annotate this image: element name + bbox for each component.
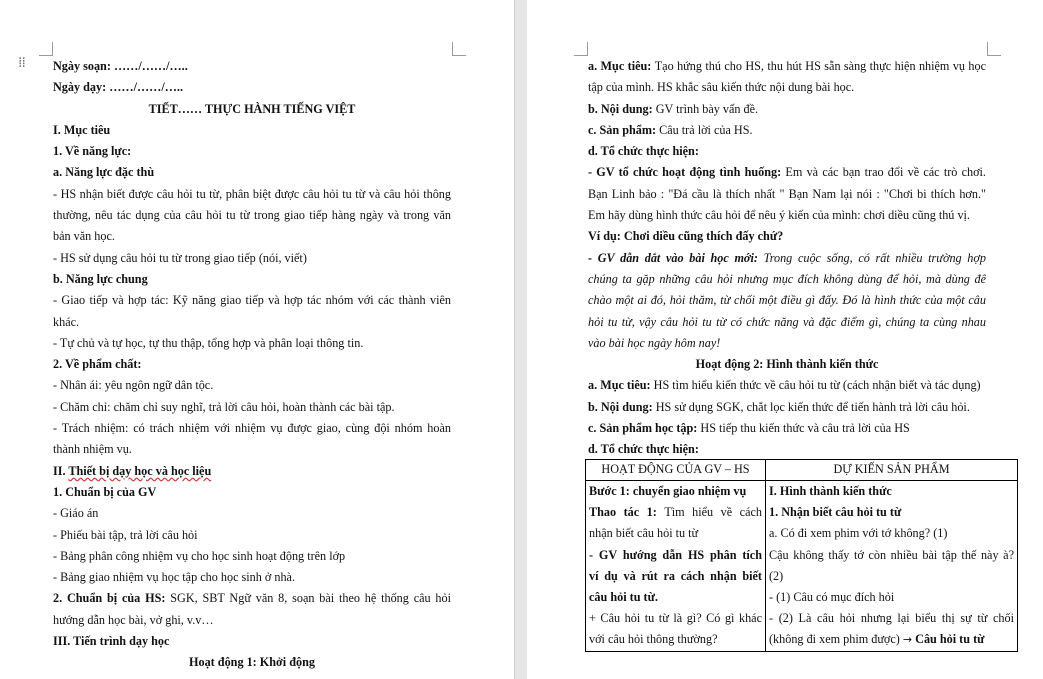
text-run: với câu hỏi thông thường?: [589, 632, 718, 647]
text-line: [588, 439, 986, 460]
text-line: [588, 397, 986, 418]
text-line: [588, 248, 986, 269]
arrow-symbol: →: [902, 633, 913, 647]
text-line: [588, 290, 986, 311]
text-run: d. Tổ chức thực hiện:: [588, 144, 699, 159]
text-line: [588, 205, 986, 226]
text-line: [53, 461, 451, 482]
text-run: a. Mục tiêu:: [588, 59, 655, 73]
text-run: 1. Về năng lực:: [53, 144, 132, 159]
text-line: [53, 588, 451, 609]
text-run: bản văn học.: [53, 229, 115, 244]
text-line: [589, 587, 762, 608]
text-run: Tìm hiểu về cách: [664, 505, 762, 520]
text-line: [53, 333, 451, 354]
text-run: SGK, SBT Ngữ văn 8, soạn bài theo hệ thống câu hỏi: [170, 591, 451, 606]
text-run: - Bảng phân công nhiệm vụ cho học sinh hoạt động trên lớp: [53, 548, 346, 563]
table-header-product: DỰ KIẾN SẢN PHẨM: [766, 460, 1018, 481]
text-line: [53, 397, 451, 418]
text-run: HS tiếp thu kiến thức và câu trả lời của HS: [700, 421, 910, 436]
margin-crop-mark: [39, 42, 53, 56]
text-line: [588, 354, 986, 375]
text-line: [53, 99, 451, 120]
text-line: [53, 77, 451, 98]
text-line: [589, 608, 762, 629]
text-run: I. Hình thành kiến thức: [769, 484, 892, 498]
table-header-activity: HOẠT ĐỘNG CỦA GV – HS: [586, 460, 766, 481]
text-run: b. Nội dung:: [588, 399, 656, 414]
text-run: - HS nhận biết được câu hỏi tu từ, phân biệt được câu hỏi tu từ và câu hỏi thông: [53, 186, 451, 201]
table-cell-activity: [586, 481, 766, 652]
text-run: TIẾT…… THỰC HÀNH TIẾNG VIỆT: [148, 101, 356, 116]
text-line: [769, 629, 1014, 650]
text-line: [588, 184, 986, 205]
text-line: [53, 226, 451, 247]
text-run: GV trình bày vấn đề.: [655, 101, 759, 116]
text-line: [53, 120, 451, 141]
text-line: [53, 184, 451, 205]
text-run: thành nhiệm vụ.: [53, 442, 132, 457]
text-run: thường, nêu tác dụng của câu hỏi tu từ trong giao tiếp hàng ngày và trong văn: [53, 208, 451, 223]
drag-handle-icon[interactable]: ⁞⁞: [18, 55, 25, 71]
margin-crop-mark: [987, 42, 1001, 56]
text-line: [769, 608, 1014, 629]
text-run: - Trách nhiệm: có trách nhiệm với nhiệm vụ được giao, cùng đội nhóm hoàn: [53, 421, 451, 436]
left-page-text: [53, 56, 451, 674]
text-run: - Nhân ái: yêu ngôn ngữ dân tộc.: [53, 378, 214, 393]
text-line: [588, 333, 986, 354]
text-run: Thiết bị dạy học và học liệu: [68, 463, 212, 478]
text-run: Bạn Linh bảo : "Đá cầu là thích nhất " Bạn Nam lại nói : "Chơi bi thích hơn.": [588, 186, 986, 201]
text-line: [588, 99, 986, 120]
text-line: [588, 418, 986, 439]
text-line: [53, 205, 451, 226]
text-line: [53, 162, 451, 183]
text-run: - GV hướng dẫn HS phân tích: [589, 547, 762, 562]
text-run: - GV tổ chức hoạt động tình huống:: [588, 165, 786, 180]
text-run: 1. Chuẩn bị của GV: [53, 484, 157, 499]
text-line: [769, 545, 1014, 566]
text-run: Câu trả lời của HS.: [659, 122, 753, 137]
text-run: Hoạt động 1: Khởi động: [189, 655, 315, 670]
document-page-right: [527, 0, 1043, 679]
text-run: vào bài học ngày hôm nay!: [588, 335, 721, 350]
text-run: - HS sử dụng câu hỏi tu từ trong giao tiếp (nói, viết): [53, 250, 307, 265]
text-run: Em hãy dùng hình thức câu hỏi để nêu ý kiến của mình: chơi diều cũng thú vị.: [588, 208, 970, 223]
table-header-row: [586, 460, 1018, 481]
table-row: [586, 481, 1018, 652]
text-line: [588, 77, 986, 98]
text-run: I. Mục tiêu: [53, 122, 111, 137]
text-line: [589, 566, 762, 587]
margin-crop-mark: [574, 42, 588, 56]
text-line: [53, 503, 451, 524]
text-line: [589, 502, 762, 523]
text-run: c. Sản phẩm học tập:: [588, 421, 701, 436]
text-line: [589, 545, 762, 566]
text-run: III. Tiến trình dạy học: [53, 634, 170, 649]
text-line: [53, 546, 451, 567]
text-run: (không đi xem phim được): [769, 632, 903, 647]
text-run: nhận biết câu hỏi tu từ: [589, 526, 699, 541]
text-line: [53, 375, 451, 396]
text-run: chào một ai đó, hỏi thăm, từ chối một điều gì đấy. Đó là hình thức của một câu: [588, 293, 986, 308]
text-run: câu hỏi tu từ.: [589, 589, 658, 604]
text-line: [588, 375, 986, 396]
text-line: [53, 610, 451, 631]
text-run: Thao tác 1:: [589, 505, 665, 520]
text-line: [769, 523, 1014, 544]
text-line: [53, 482, 451, 503]
text-line: [53, 141, 451, 162]
text-line: [53, 525, 451, 546]
text-run: - (2) Là câu hỏi nhưng lại biểu thị sự từ chối: [769, 611, 1014, 626]
text-line: [588, 56, 986, 77]
text-run: c. Sản phẩm:: [588, 122, 660, 137]
text-line: [53, 418, 451, 439]
text-run: - Chăm chỉ: chăm chỉ suy nghĩ, trả lời câu hỏi, hoàn thành các bài tập.: [53, 399, 395, 414]
text-line: [53, 312, 451, 333]
text-run: Bước 1: chuyển giao nhiệm vụ: [589, 484, 747, 498]
text-run: hỏi tu từ, vậy câu hỏi tu từ có chức năng và đặc điểm gì, chúng ta cùng nhau: [588, 314, 986, 329]
text-run: - Bảng giao nhiệm vụ học tập cho học sinh ở nhà.: [53, 570, 296, 585]
text-run: Ví dụ: Chơi diều cũng thích đấy chứ?: [588, 229, 784, 244]
text-line: [53, 631, 451, 652]
text-run: a. Năng lực đặc thù: [53, 165, 155, 180]
text-run: Em và các bạn trao đổi về các trò chơi.: [785, 165, 986, 180]
text-run: HS sử dụng SGK, chắt lọc kiến thức để tiến hành trả lời câu hỏi.: [655, 399, 970, 414]
text-line: [53, 290, 451, 311]
text-line: [589, 523, 762, 544]
text-line: [769, 502, 1014, 523]
text-run: + Câu hỏi tu từ là gì? Có gì khác: [589, 611, 762, 626]
text-run: Cậu không thấy tớ còn nhiều bài tập thế này à?: [769, 547, 1014, 562]
text-line: [53, 652, 451, 673]
text-line: [769, 587, 1014, 608]
document-page-left: [0, 0, 514, 679]
text-run: II.: [53, 463, 69, 478]
text-run: - GV dẫn dắt vào bài học mới:: [588, 250, 764, 265]
text-run: Tạo hứng thú cho HS, thu hút HS sẵn sàng thực hiện nhiệm vụ học: [654, 59, 986, 73]
text-line: [588, 312, 986, 333]
text-run: HS tìm hiểu kiến thức về câu hỏi tu từ (cách nhận biết và tác dụng): [653, 378, 981, 393]
right-page-text: [588, 56, 986, 461]
text-run: d. Tổ chức thực hiện:: [588, 442, 699, 457]
text-run: a. Có đi xem phim với tớ không? (1): [769, 526, 948, 541]
text-run: - Giao tiếp và hợp tác: Kỹ năng giao tiếp và hợp tác nhóm với các thành viên: [53, 293, 451, 308]
text-run: b. Năng lực chung: [53, 271, 148, 286]
text-line: [588, 269, 986, 290]
text-run: - Phiếu bài tập, trả lời câu hỏi: [53, 527, 198, 542]
text-line: [53, 56, 451, 77]
page-separator: [514, 0, 515, 679]
table-cell-product: [766, 481, 1018, 652]
text-run: Câu hỏi tu từ: [912, 632, 985, 647]
activity-table: [585, 459, 1018, 652]
text-run: Ngày dạy: ……/……/…..: [53, 80, 184, 95]
text-line: [588, 226, 986, 247]
text-line: [53, 269, 451, 290]
margin-crop-mark: [452, 42, 466, 56]
text-line: [769, 566, 1014, 587]
text-run: 1. Nhận biết câu hỏi tu từ: [769, 505, 902, 520]
text-run: hướng dẫn học bài, vở ghi, v.v…: [53, 612, 214, 627]
text-run: ví dụ và rút ra cách nhận biết: [589, 568, 762, 583]
text-run: - Tự chủ và tự học, tự thu thập, tổng hợp và phân loại thông tin.: [53, 335, 364, 350]
text-run: Trong cuộc sống, có rất nhiều trường hợp: [763, 250, 986, 265]
text-run: chúng ta gặp những câu hỏi nhưng mục đích không dùng để hỏi, mà dùng để: [588, 271, 986, 286]
text-run: Hoạt động 2: Hình thành kiến thức: [695, 357, 879, 372]
text-run: tập của mình. HS khắc sâu kiến thức nội dung bài học.: [588, 80, 855, 95]
text-run: - Giáo án: [53, 506, 99, 521]
text-line: [769, 481, 1014, 502]
text-line: [588, 141, 986, 162]
text-line: [588, 120, 986, 141]
text-line: [53, 439, 451, 460]
text-run: (2): [769, 568, 784, 583]
text-line: [589, 481, 762, 502]
text-line: [53, 248, 451, 269]
text-run: khác.: [53, 314, 80, 329]
text-run: a. Mục tiêu:: [588, 378, 654, 393]
text-line: [588, 162, 986, 183]
text-run: 2. Về phẩm chất:: [53, 357, 142, 372]
text-line: [589, 629, 762, 650]
text-line: [53, 354, 451, 375]
text-run: 2. Chuẩn bị của HS:: [53, 591, 171, 606]
text-run: Ngày soạn: ……/……/…..: [53, 59, 188, 73]
text-run: - (1) Câu có mục đích hỏi: [769, 589, 895, 604]
text-line: [53, 567, 451, 588]
text-run: b. Nội dung:: [588, 101, 656, 116]
